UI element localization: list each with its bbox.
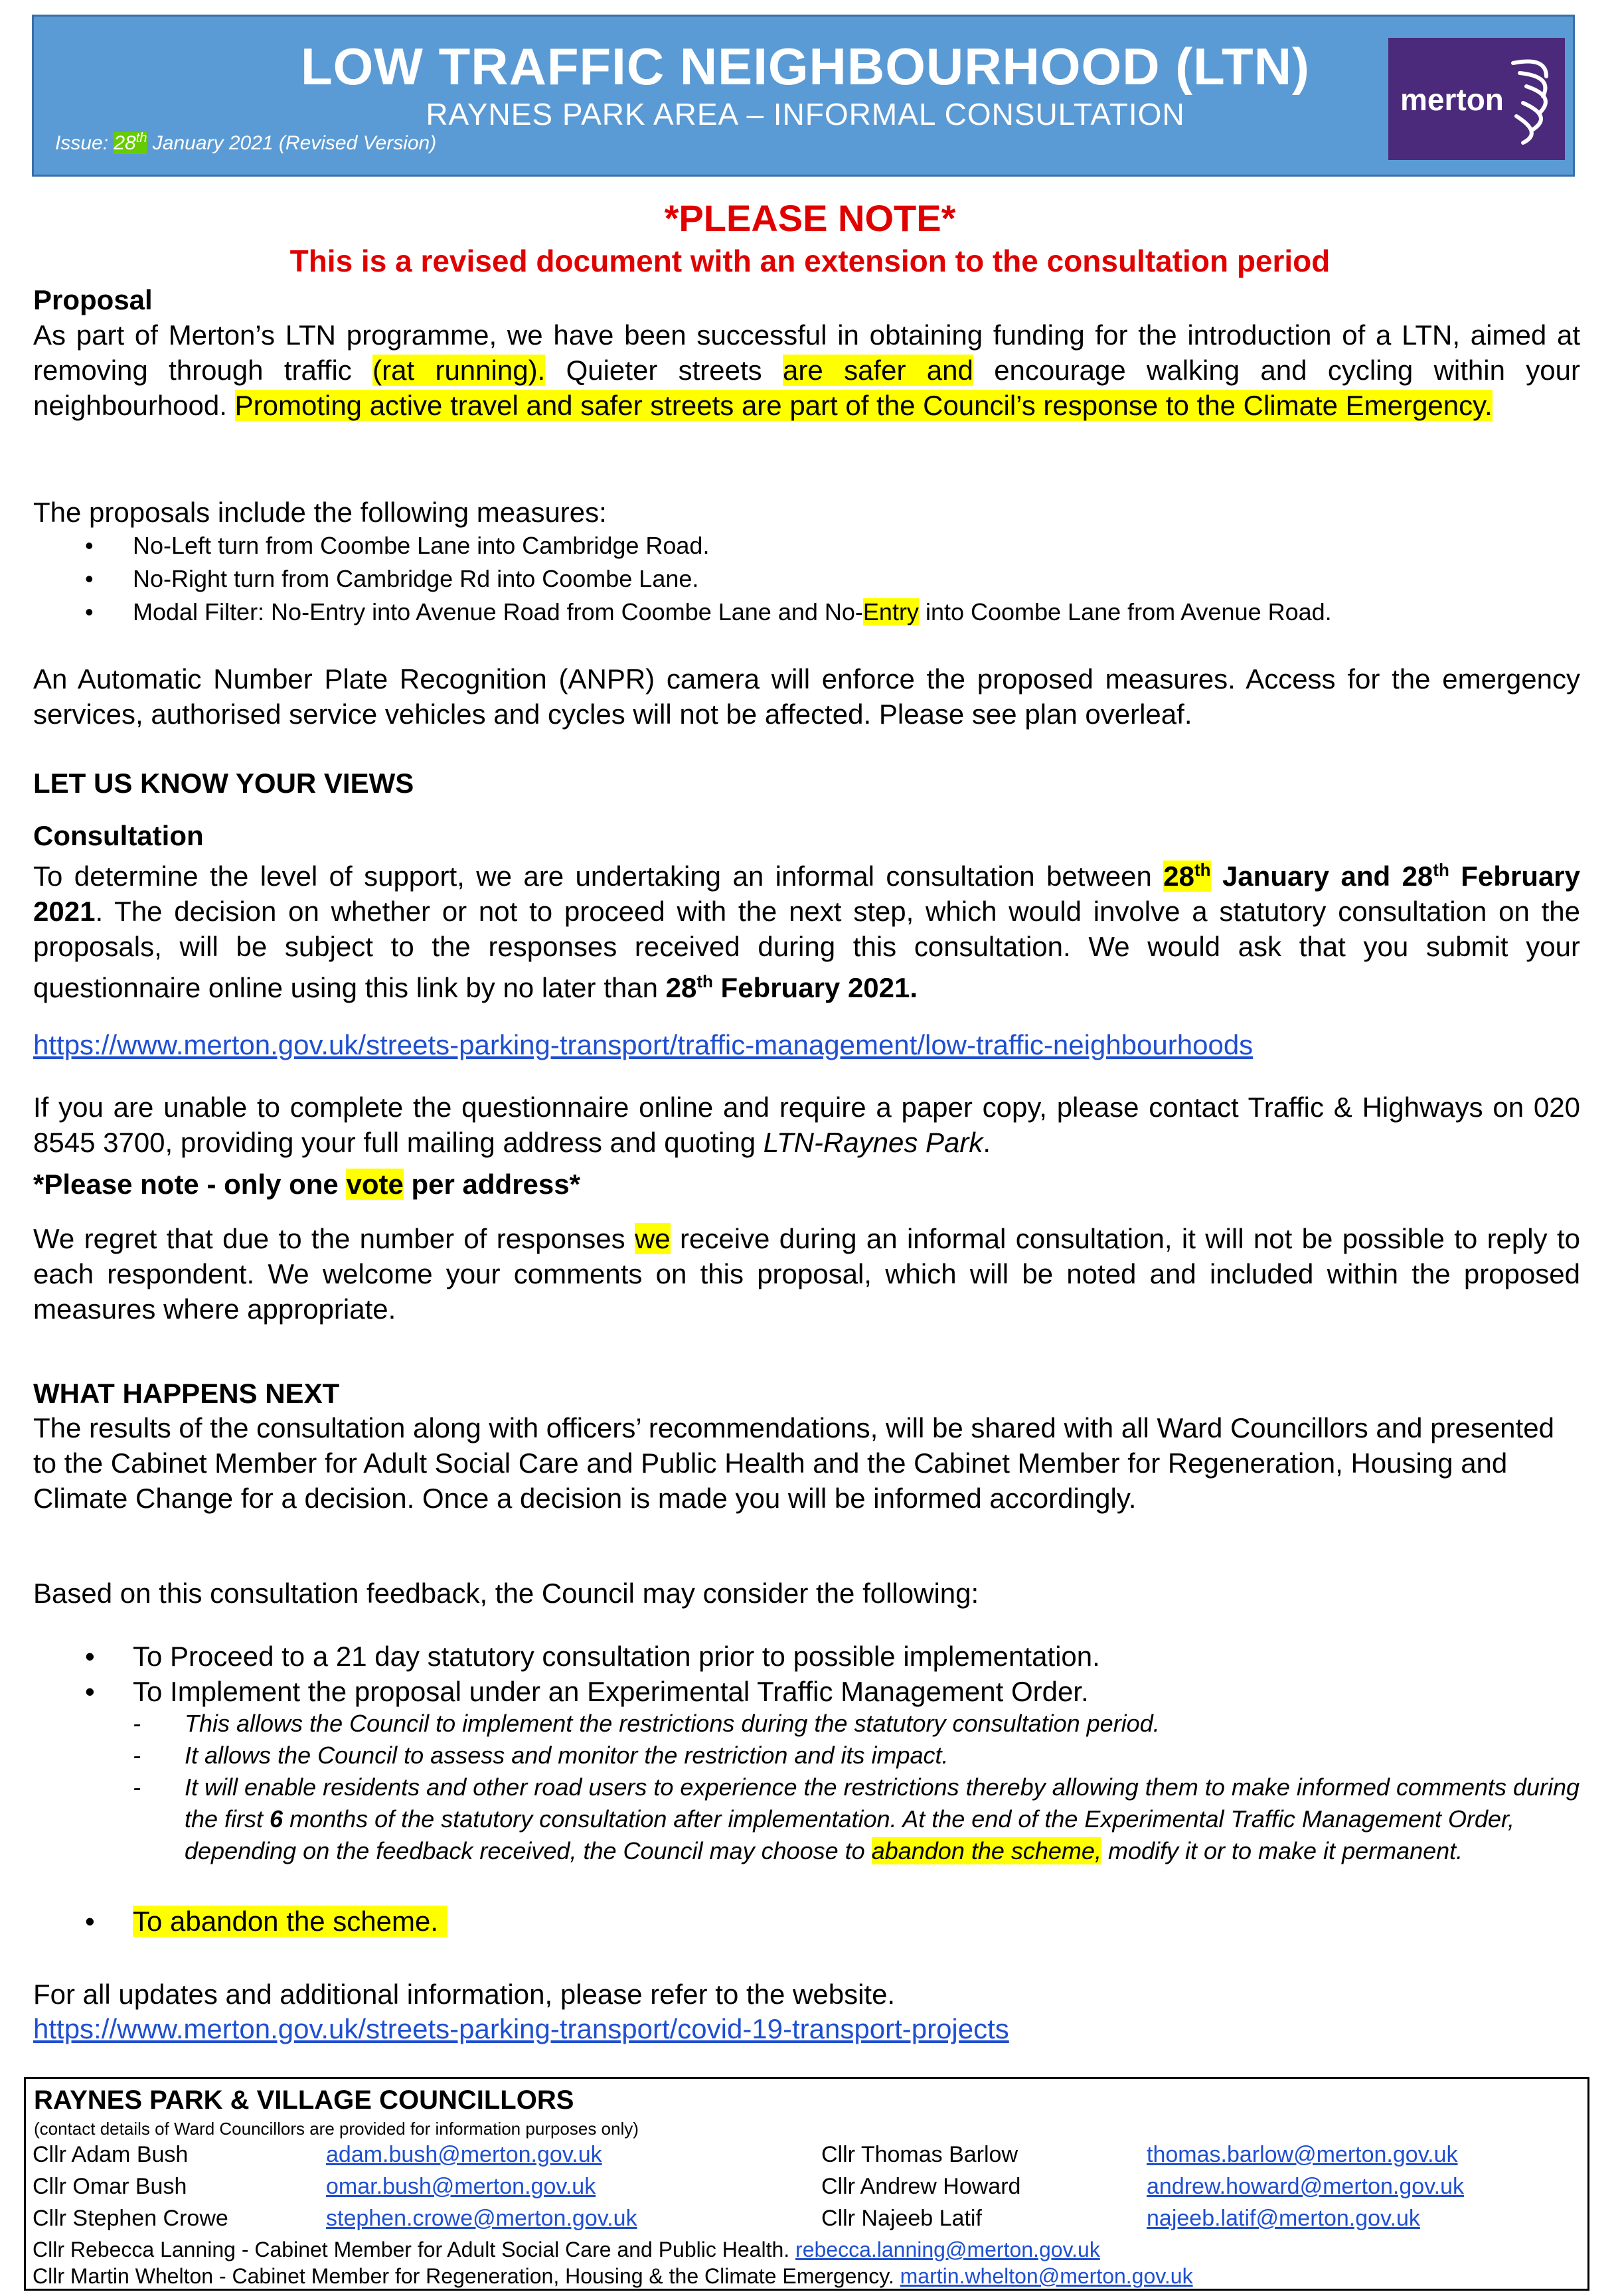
councillor-name: Cllr Thomas Barlow	[821, 2142, 1018, 2167]
measures-intro: The proposals include the following measures:	[33, 497, 607, 528]
merton-logo	[1388, 38, 1565, 160]
document-subtitle: RAYNES PARK AREA – INFORMAL CONSULTATION	[426, 97, 1185, 131]
list-item: - This allows the Council to implement the restrictions during the statutory consultation period.	[133, 1710, 1160, 1737]
councillor-name: Cllr Omar Bush	[33, 2174, 187, 2199]
councillors-note: (contact details of Ward Councillors are provided for information purposes only)	[34, 2119, 639, 2139]
list-item: - It will enable residents and other road users to experience the restrictions thereby allowing them to make informed comments during the first 6 months of the statutory consultation after implementation. At the end of the Experimental Traffic Management Order, depending on the feedback received, the Council may choose to abandon the scheme, modify it or to make it permanent.	[133, 1773, 1580, 1864]
list-item: • Modal Filter: No-Entry into Avenue Road from Coombe Lane and No-Entry into Coombe Lane from Avenue Road.	[85, 598, 1332, 625]
paper-copy-paragraph: If you are unable to complete the questionnaire online and require a paper copy, please contact Traffic & Highways on 020 8545 3700, providing your full mailing address and quoting LTN-Raynes Park.	[33, 1092, 1580, 1158]
options-list	[85, 1639, 1580, 1709]
councillor-name: Cllr Stephen Crowe	[33, 2206, 228, 2231]
councillor-email[interactable]: thomas.barlow@merton.gov.uk	[1147, 2142, 1458, 2167]
feedback-intro: Based on this consultation feedback, the Council may consider the following:	[33, 1578, 979, 1609]
header-banner	[32, 15, 1575, 177]
list-item: • No-Right turn from Cambridge Rd into Coombe Lane.	[85, 565, 699, 592]
councillor-email[interactable]: stephen.crowe@merton.gov.uk	[326, 2206, 637, 2231]
logo-text: merton	[1400, 82, 1504, 117]
notice-title: *PLEASE NOTE*	[664, 197, 956, 239]
cabinet-email[interactable]: rebecca.lanning@merton.gov.uk	[795, 2238, 1100, 2261]
list-item: • To Implement the proposal under an Experimental Traffic Management Order.	[85, 1676, 1089, 1707]
councillor-email[interactable]: adam.bush@merton.gov.uk	[326, 2142, 602, 2167]
updates-text: For all updates and additional information, please refer to the website.	[33, 1979, 896, 2010]
councillor-name: Cllr Adam Bush	[33, 2142, 189, 2167]
cabinet-email[interactable]: martin.whelton@merton.gov.uk	[900, 2264, 1193, 2288]
list-item: • No-Left turn from Coombe Lane into Cambridge Road.	[85, 532, 710, 559]
list-item: • To Proceed to a 21 day statutory consultation prior to possible implementation.	[85, 1641, 1100, 1672]
councillor-email[interactable]: omar.bush@merton.gov.uk	[326, 2174, 596, 2199]
cabinet-member-2: Cllr Martin Whelton - Cabinet Member for Regeneration, Housing & the Climate Emergency. martin.whelton@merton.gov.uk	[33, 2264, 1193, 2288]
consultation-paragraph: To determine the level of support, we are undertaking an informal consultation between 28th January and 28th February 2021. The decision on whether or not to proceed with the next step, which would involve a statutory consultation on the proposals, will be subject to the responses received during this consultation. We would ask that you submit your questionnaire online using this link by no later than 28th February 2021.	[33, 860, 1581, 1003]
document-title: LOW TRAFFIC NEIGHBOURHOOD (LTN)	[300, 37, 1310, 96]
consultation-heading: Consultation	[33, 820, 204, 851]
notice-subtitle: This is a revised document with an extension to the consultation period	[289, 244, 1331, 278]
next-heading: WHAT HAPPENS NEXT	[33, 1378, 340, 1409]
ltn-link[interactable]: https://www.merton.gov.uk/streets-parking-transport/traffic-management/low-traffic-neighbourhoods	[33, 1029, 1254, 1060]
vote-note: *Please note - only one vote per address*	[33, 1169, 580, 1200]
cabinet-member-1: Cllr Rebecca Lanning - Cabinet Member for Adult Social Care and Public Health. rebecca.lanning@merton.gov.uk	[33, 2238, 1100, 2261]
councillor-name: Cllr Najeeb Latif	[821, 2206, 982, 2231]
proposal-paragraph: As part of Merton’s LTN programme, we have been successful in obtaining funding for the introduction of a LTN, aimed at removing through traffic (rat running). Quieter streets are safer and encourage walking and cycling within your neighbourhood. Promoting active travel and safer streets are part of the Council’s response to the Climate Emergency.	[33, 319, 1580, 421]
views-heading: LET US KNOW YOUR VIEWS	[33, 768, 414, 799]
proposal-heading: Proposal	[33, 284, 153, 315]
anpr-paragraph: An Automatic Number Plate Recognition (ANPR) camera will enforce the proposed measures. Access for the emergency services, authorised service vehicles and cycles will not be affected. Please see plan overleaf.	[33, 663, 1580, 730]
councillor-name: Cllr Andrew Howard	[821, 2174, 1021, 2199]
logo-swirl-icon	[1506, 50, 1560, 149]
councillors-box	[24, 2077, 1589, 2291]
measures-list	[85, 529, 1580, 629]
list-item: - It allows the Council to assess and monitor the restriction and its impact.	[133, 1742, 949, 1769]
abandon-option	[85, 1904, 1580, 1939]
councillors-heading: RAYNES PARK & VILLAGE COUNCILLORS	[34, 2086, 574, 2115]
regret-paragraph: We regret that due to the number of responses we receive during an informal consultation, it will not be possible to reply to each respondent. We welcome your comments on this proposal, which will be noted and included within the proposed measures where appropriate.	[33, 1223, 1580, 1325]
sub-options-list	[133, 1708, 1581, 1867]
councillor-email[interactable]: najeeb.latif@merton.gov.uk	[1147, 2206, 1420, 2231]
councillor-email[interactable]: andrew.howard@merton.gov.uk	[1147, 2174, 1465, 2199]
issue-date: Issue: 28th January 2021 (Revised Version)	[55, 131, 437, 154]
list-item: • To abandon the scheme.	[133, 1904, 1580, 1939]
next-paragraph: The results of the consultation along with officers’ recommendations, will be shared with all Ward Councillors and presented to the Cabinet Member for Adult Social Care and Public Health and the Cabinet Member for Regeneration, Housing and Climate Change for a decision. Once a decision is made you will be informed accordingly.	[33, 1412, 1554, 1514]
covid-projects-link[interactable]: https://www.merton.gov.uk/streets-parking-transport/covid-19-transport-projects	[33, 2013, 1009, 2044]
